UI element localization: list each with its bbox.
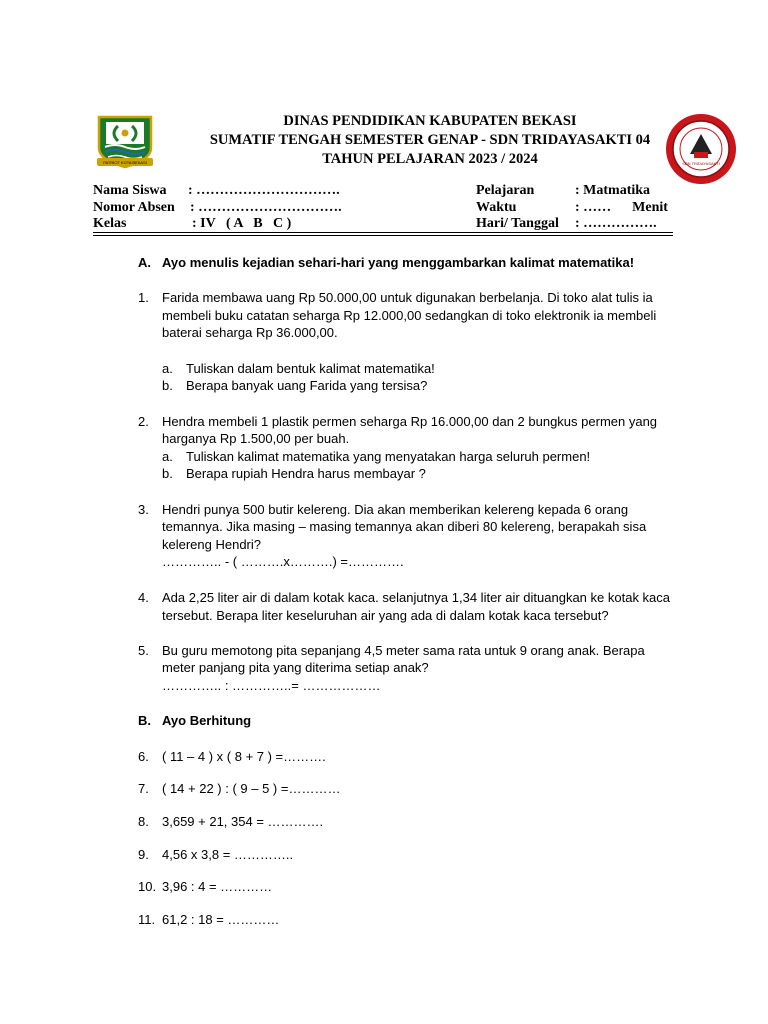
q2b-text: Berapa rupiah Hendra harus membayar ? <box>186 466 426 481</box>
q2a-text: Tuliskan kalimat matematika yang menyatakan harga seluruh permen! <box>186 449 591 464</box>
pelajaran-value: : Matmatika <box>575 183 651 198</box>
calc-item: 61,2 : 18 = ………… <box>162 912 280 927</box>
q5-number: 5. <box>138 643 149 658</box>
calc-number: 8. <box>138 814 149 829</box>
q1-line: baterai seharga Rp 36.000,00. <box>162 325 338 340</box>
q5-line: Bu guru memotong pita sepanjang 4,5 meter sama rata untuk 9 orang anak. Berapa <box>162 643 645 658</box>
pelajaran-label: Pelajaran <box>476 183 535 198</box>
kelas-field: : IV ( A B C ) <box>192 216 292 231</box>
q3-line: kelereng Hendri? <box>162 537 262 552</box>
header-divider-thin <box>93 235 673 236</box>
kabupaten-bekasi-logo <box>96 114 154 170</box>
header-agency: DINAS PENDIDIKAN KABUPATEN BEKASI <box>283 113 577 129</box>
q1b-text: Berapa banyak uang Farida yang tersisa? <box>186 378 428 393</box>
calc-number: 10. <box>138 879 157 894</box>
svg-text:SDN TRIDAYASAKTI: SDN TRIDAYASAKTI <box>682 161 720 166</box>
calc-number: 7. <box>138 781 149 796</box>
nama-field: : …………………………. <box>188 183 340 198</box>
header-divider <box>93 232 673 233</box>
q1-number: 1. <box>138 290 149 305</box>
q3-answer-blank: ………….. - ( ……….x……….) =…………. <box>162 554 404 569</box>
q1-line: membeli buku catatan seharga Rp 12.000,00 sedangkan di toko elektronik ia membeli <box>162 308 657 323</box>
q5-answer-blank: ………….. : …………..= ……………… <box>162 678 381 693</box>
q2-line: harganya Rp 1.500,00 per buah. <box>162 431 350 446</box>
q4-number: 4. <box>138 590 149 605</box>
q2-number: 2. <box>138 414 149 429</box>
q1-line: Farida membawa uang Rp 50.000,00 untuk digunakan berbelanja. Di toko alat tulis ia <box>162 290 653 305</box>
calc-number: 11. <box>138 912 156 927</box>
header-exam-title: SUMATIF TENGAH SEMESTER GENAP - SDN TRIDAYASAKTI 04 <box>209 132 651 148</box>
q3-line: temannya. Jika masing – masing temannya akan diberi 80 kelereng, berapakah sisa <box>162 519 647 534</box>
calc-number: 6. <box>138 749 149 764</box>
q1a-letter: a. <box>162 361 173 376</box>
calc-item: ( 11 – 4 ) x ( 8 + 7 ) =………. <box>162 749 326 764</box>
section-b-title: Ayo Berhitung <box>162 713 252 728</box>
nama-label: Nama Siswa <box>93 183 167 198</box>
q4-line: tersebut. Berapa liter keseluruhan air yang ada di dalam kotak kaca tersebut? <box>162 608 609 623</box>
q2a-letter: a. <box>162 449 173 464</box>
section-a-letter: A. <box>138 255 151 270</box>
section-a-title: Ayo menulis kejadian sehari-hari yang menggambarkan kalimat matematika! <box>162 255 635 270</box>
q2-line: Hendra membeli 1 plastik permen seharga Rp 16.000,00 dan 2 bungkus permen yang <box>162 414 658 429</box>
q2b-letter: b. <box>162 466 173 481</box>
calc-item: 3,659 + 21, 354 = …………. <box>162 814 324 829</box>
hari-field: : ……………. <box>575 216 657 231</box>
absen-label: Nomor Absen <box>93 200 175 215</box>
q1b-letter: b. <box>162 378 173 393</box>
hari-label: Hari/ Tanggal <box>476 216 559 231</box>
q1a-text: Tuliskan dalam bentuk kalimat matematika! <box>186 361 435 376</box>
q3-number: 3. <box>138 502 149 517</box>
calc-number: 9. <box>138 847 149 862</box>
section-b-letter: B. <box>138 713 151 728</box>
q4-line: Ada 2,25 liter air di dalam kotak kaca. selanjutnya 1,34 liter air dituangkan ke kotak kaca <box>162 590 671 605</box>
svg-text:PATRIOT KOTA BEKASI: PATRIOT KOTA BEKASI <box>103 160 147 165</box>
waktu-label: Waktu <box>476 200 517 215</box>
kelas-label: Kelas <box>93 216 127 231</box>
calc-item: 4,56 x 3,8 = ………….. <box>162 847 294 862</box>
calc-item: ( 14 + 22 ) : ( 9 – 5 ) =………… <box>162 781 341 796</box>
q5-line: meter panjang pita yang diterima setiap anak? <box>162 660 429 675</box>
waktu-field: : …… Menit <box>575 200 668 215</box>
calc-item: 3,96 : 4 = ………… <box>162 879 273 894</box>
header-school-year: TAHUN PELAJARAN 2023 / 2024 <box>322 151 538 167</box>
q3-line: Hendri punya 500 butir kelereng. Dia akan memberikan kelereng kepada 6 orang <box>162 502 629 517</box>
absen-field: : …………………………. <box>190 200 342 215</box>
